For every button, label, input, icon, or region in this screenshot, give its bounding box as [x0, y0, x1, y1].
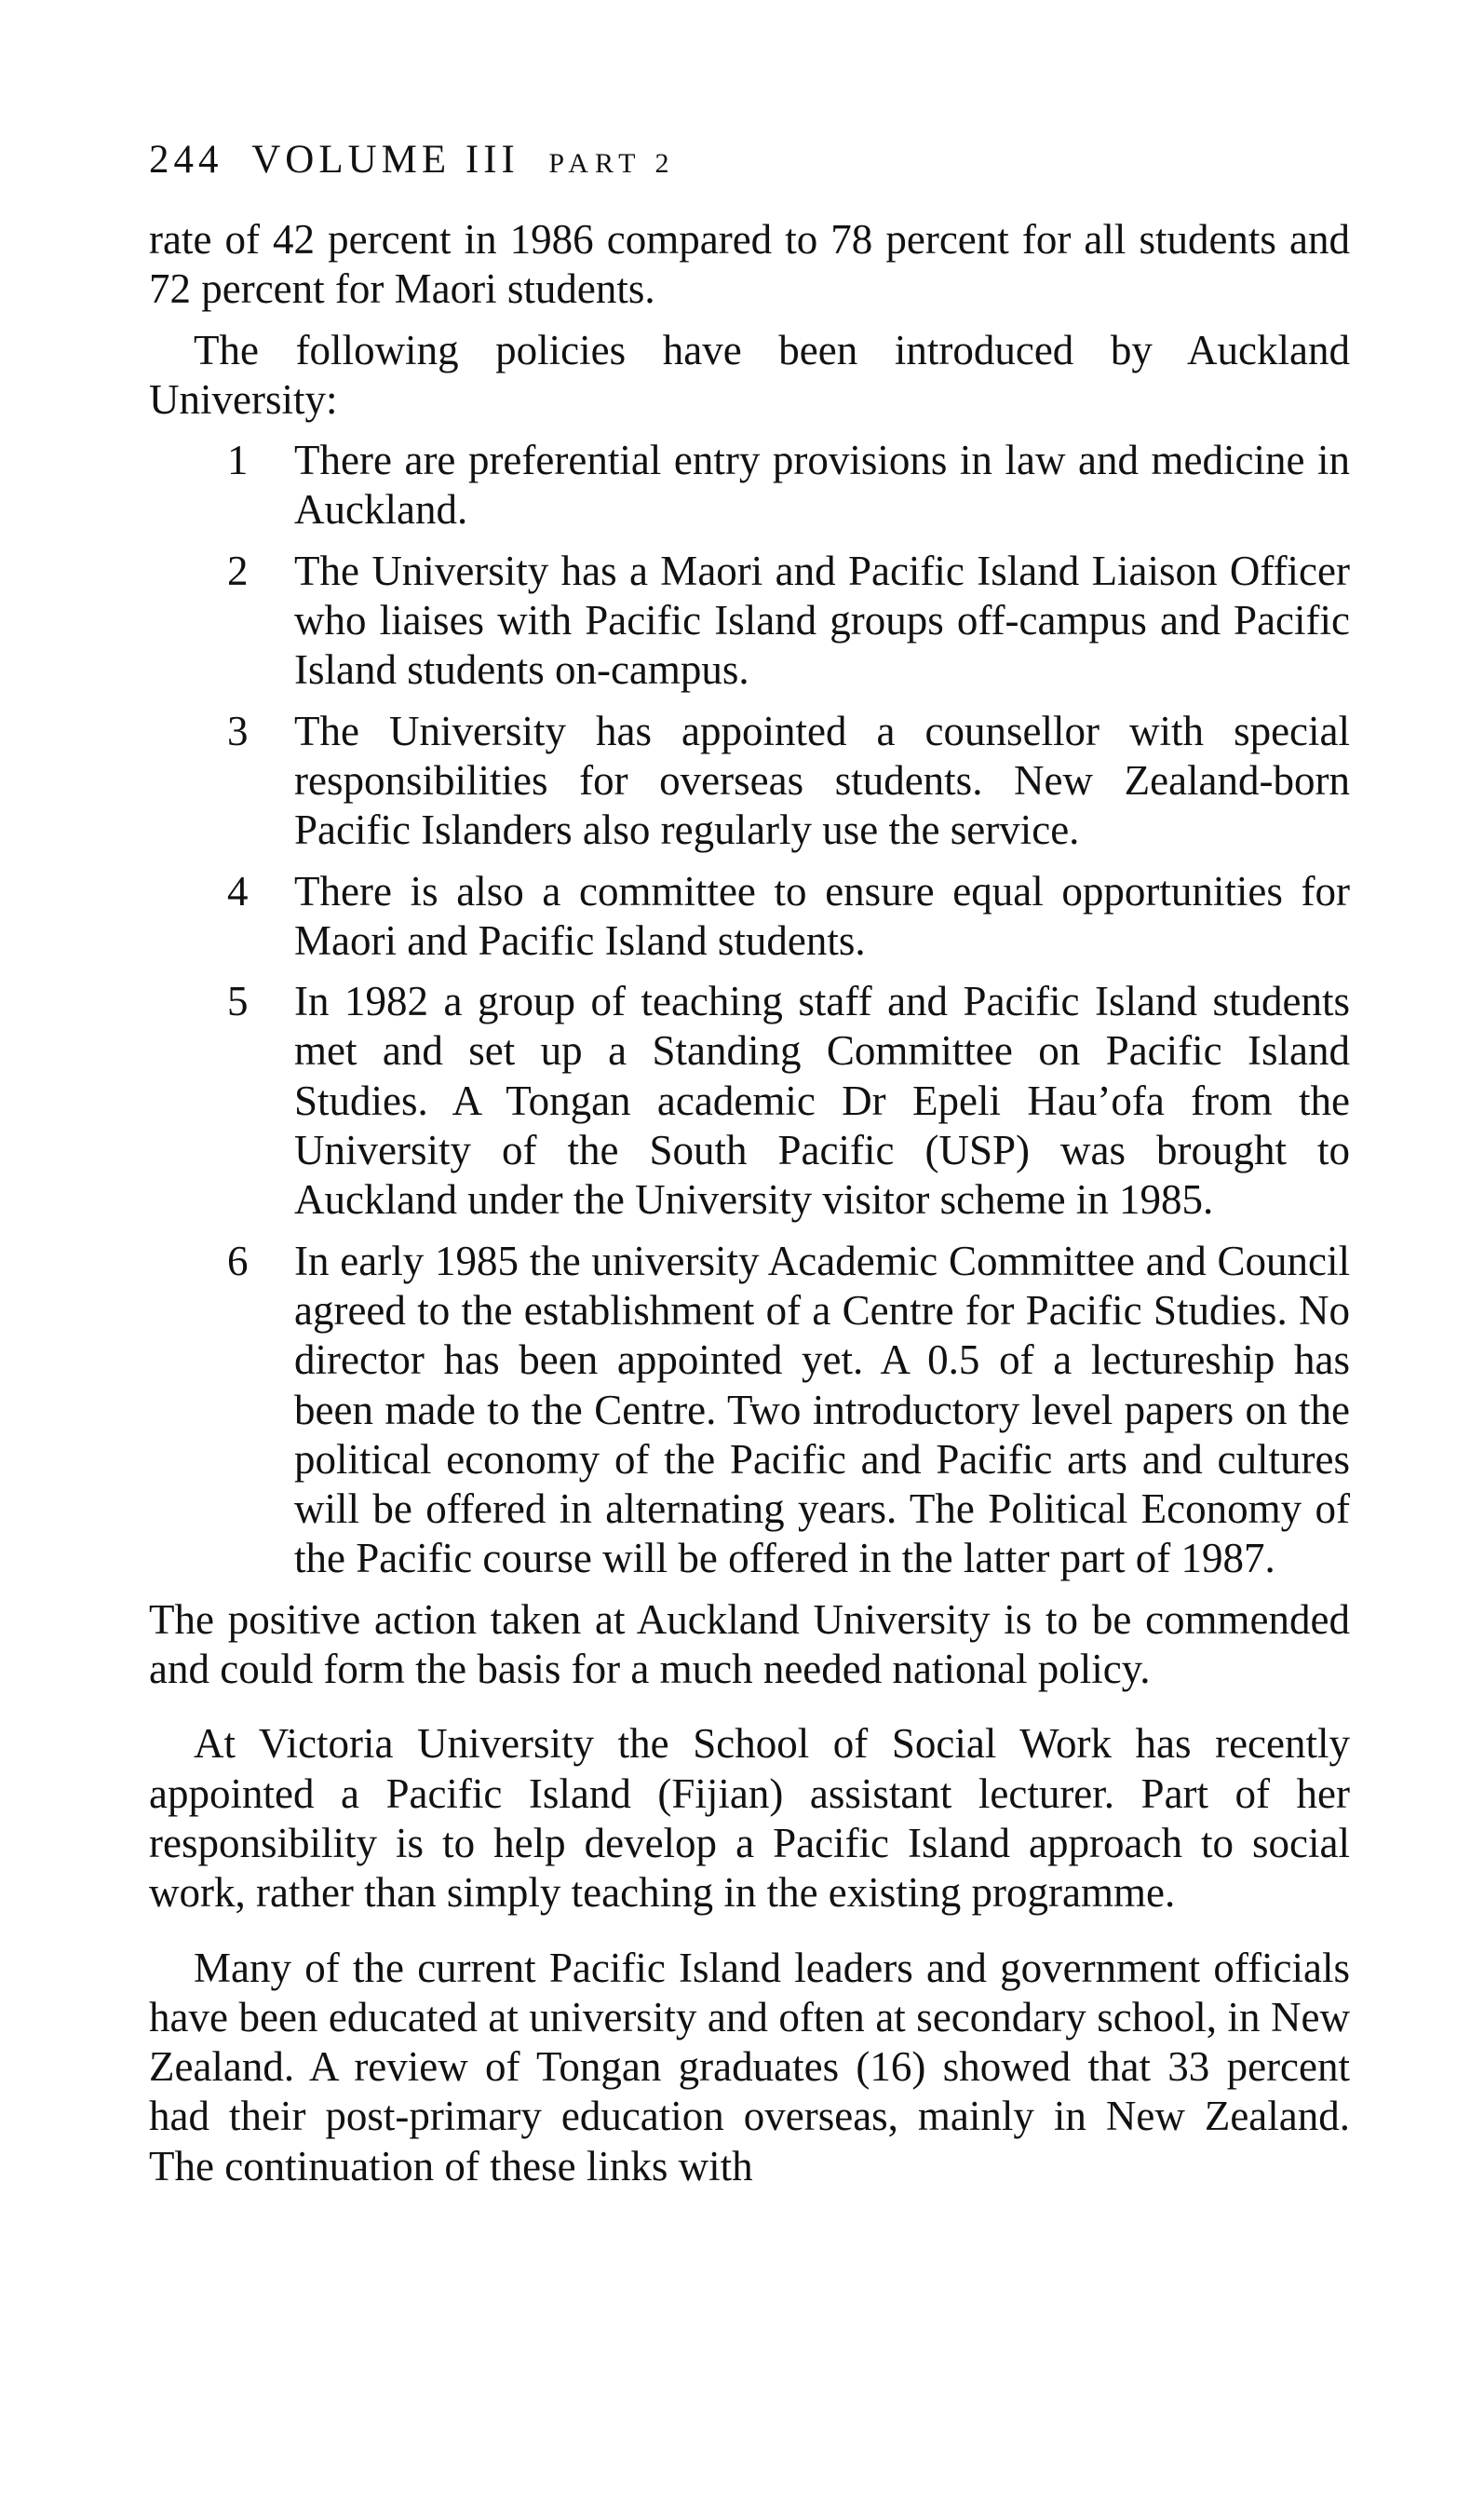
list-item	[149, 436, 1350, 535]
part-label: PART 2	[548, 148, 676, 179]
list-item-text: There is also a committee to ensure equal opportunities for Maori and Pacific Island students.	[294, 867, 1350, 964]
list-item-text: The University has a Maori and Pacific Island Liaison Officer who liaises with Pacific Island groups off-campus and Pacific Island students on-campus.	[294, 547, 1350, 694]
list-item	[149, 1237, 1350, 1584]
list-item-number: 4	[227, 867, 249, 915]
list-item-text: There are preferential entry provisions in law and medicine in Auckland.	[294, 437, 1350, 534]
policy-list	[149, 436, 1350, 1584]
list-item-number: 6	[227, 1237, 249, 1284]
list-item	[149, 867, 1350, 967]
list-item-number: 1	[227, 437, 249, 484]
list-item	[149, 547, 1350, 696]
paragraph-victoria-university: At Victoria University the School of Social Work has recently appointed a Pacific Island (Fijian) assistant lecturer. Part of her responsibility is to help develop a Pacific Island approach to social work, rather than simply teaching in the existing programme.	[149, 1720, 1350, 1917]
list-item-number: 5	[227, 978, 249, 1025]
list-item	[149, 707, 1350, 856]
paragraph-policies-intro: The following policies have been introduced by Auckland University:	[149, 326, 1350, 423]
paragraph-pacific-leaders: Many of the current Pacific Island leaders and government officials have been educated at university and often at secondary school, in New Zealand. A review of Tongan graduates (16) showed that 33 percent had their post-primary education overseas, mainly in New Zealand. The continuation of these links with	[149, 1944, 1350, 2189]
list-item-text: In 1982 a group of teaching staff and Pacific Island students met and set up a Standing Committee on Pacific Island Studies. A Tongan academic Dr Epeli Hau’ofa from the University of the South Pacific (USP) was brought to Auckland under the University visitor scheme in 1985.	[294, 978, 1350, 1224]
volume-label: VOLUME III	[251, 138, 519, 182]
paragraph-continued: rate of 42 percent in 1986 compared to 78 percent for all students and 72 percent for Maori students.	[149, 216, 1350, 313]
paragraph-positive-action: The positive action taken at Auckland University is to be commended and could form the basis for a much needed national policy.	[149, 1595, 1350, 1693]
list-item	[149, 977, 1350, 1225]
document-page	[149, 140, 1350, 2191]
list-item-number: 3	[227, 707, 249, 754]
page-number: 244	[149, 138, 223, 182]
list-item-text: The University has appointed a counsellor with special responsibilities for overseas students. New Zealand-born Pacific Islanders also regularly use the service.	[294, 707, 1350, 854]
list-item-text: In early 1985 the university Academic Committee and Council agreed to the establishment of a Centre for Pacific Studies. No director has been appointed yet. A 0.5 of a lectureship has been made to the Centre. Two introductory level papers on the political economy of the Pacific and Pacific arts and cultures will be offered in alternating years. The Political Economy of the Pacific course will be offered in the latter part of 1987.	[294, 1237, 1350, 1582]
running-header	[149, 140, 1350, 180]
list-item-number: 2	[227, 547, 249, 594]
